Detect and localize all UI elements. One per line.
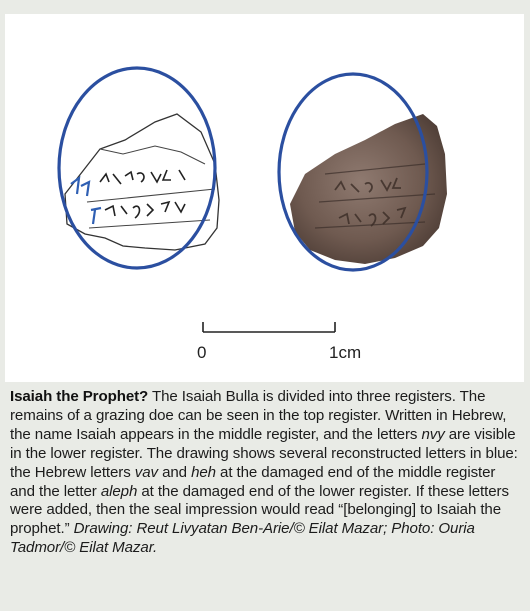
figure-image-panel (5, 14, 524, 382)
caption-term-heh: heh (191, 463, 216, 481)
caption-term-vav: vav (134, 463, 158, 481)
caption-text-2: are visible in the lower register. The drawing shows several reconstructed letters in blue: the Hebrew letters (10, 425, 518, 481)
scale-end-label: 1cm (329, 343, 362, 362)
caption-text-1: The Isaiah Bulla is divided into three registers. The remains of a grazing doe can be seen in the top register. Written in Hebrew, the name Isaiah appears in the middle register, and the letters (10, 388, 507, 443)
scale-bar (197, 322, 361, 362)
caption-title: Isaiah the Prophet? (10, 388, 149, 405)
caption-text-4: at the damaged end of the middle register and the letter (10, 463, 496, 500)
bulla-photo (279, 74, 447, 270)
caption-text-3: and (157, 463, 192, 481)
caption-credit: Drawing: Reut Livyatan Ben-Arie/© Eilat Mazar; Photo: Ouria Tadmor/© Eilat Mazar. (10, 520, 475, 557)
scale-start-label: 0 (197, 343, 207, 362)
bulla-drawing (59, 68, 219, 268)
caption-term-aleph: aleph (100, 482, 138, 500)
caption-term-nvy: nvy (421, 425, 445, 443)
figure-caption (10, 388, 522, 558)
caption-text-5: at the damaged end of the lower register. If these letters were added, then the seal impression would read “[belonging] to Isaiah the prophet.” (10, 482, 509, 538)
bulla-figure (5, 14, 524, 382)
